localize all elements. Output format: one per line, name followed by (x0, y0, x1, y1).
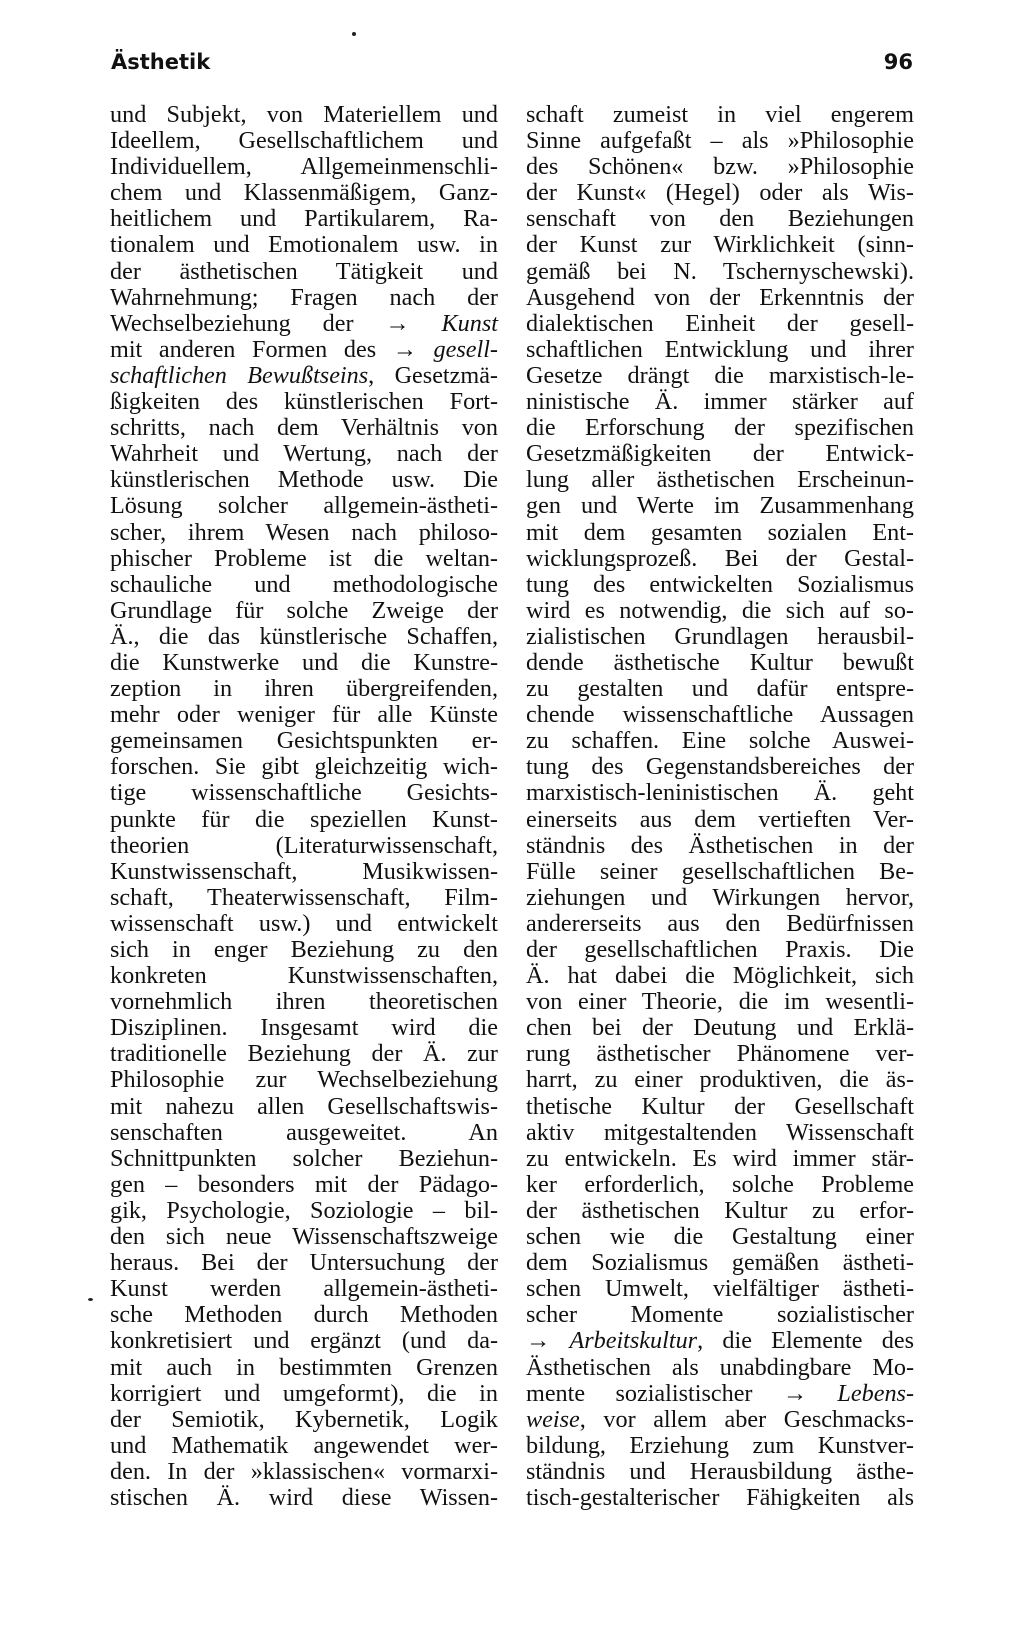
text-line: von einer Theorie, die im wesentli- (526, 988, 914, 1016)
text-line: der Kunst« (Hegel) oder als Wis- (526, 179, 914, 207)
text-line-cross-ref-gesell: mit anderen Formen des → gesell- (110, 335, 498, 363)
text-line: Grundlage für solche Zweige der (110, 596, 498, 624)
text-line: schritts, nach dem Verhältnis von (110, 414, 498, 442)
text-line: der Kunst zur Wirklichkeit (sinn- (526, 231, 914, 259)
text-line: bildung, Erziehung zum Kunstver- (526, 1431, 914, 1459)
text-line: schen Umwelt, vielfältiger ästheti- (526, 1275, 914, 1303)
text-line: Ä., die das künstlerische Schaffen, (110, 622, 498, 650)
text-line: schaft, Theaterwissenschaft, Film- (110, 883, 498, 911)
text-line: Lösung solcher allgemein-ästheti- (110, 492, 498, 520)
text-line: einerseits aus dem vertieften Ver- (526, 805, 914, 833)
text-line: gemäß bei N. Tschernyschewski). (526, 257, 914, 285)
text-line: gemeinsamen Gesichtspunkten er- (110, 727, 498, 755)
text-line: Philosophie zur Wechselbeziehung (110, 1066, 498, 1094)
text-line: und Subjekt, von Materiellem und (110, 101, 498, 128)
text-line: Sinne aufgefaßt – als »Philosophie (526, 127, 914, 155)
text-line: tionalem und Emotionalem usw. in (110, 231, 498, 259)
text-line: ßigkeiten des künstlerischen Fort- (110, 388, 498, 416)
text-line: Gesetze drängt die marxistisch-le- (526, 361, 914, 389)
text-line: Kunst werden allgemein-ästheti- (110, 1275, 498, 1303)
text-line-cross-ref-arbeitskultur: → Arbeitskultur, die Elemente des (526, 1327, 914, 1355)
text-line: senschaft von den Beziehungen (526, 205, 914, 233)
text-line: theorien (Literaturwissenschaft, (110, 831, 498, 859)
text-line: tung des Gegenstandsbereiches der (526, 753, 914, 781)
text-line: zu gestalten und dafür entspre- (526, 675, 914, 703)
text-line: ninistische Ä. immer stärker auf (526, 388, 914, 416)
text-line: den. In der »klassischen« vormarxi- (110, 1457, 498, 1485)
text-line: Kunstwissenschaft, Musikwissen- (110, 857, 498, 885)
text-line: scher Momente sozialistischer (526, 1301, 914, 1329)
text-line: des Schönen« bzw. »Philosophie (526, 153, 914, 181)
text-line: mehr oder weniger für alle Künste (110, 701, 498, 729)
text-line-cross-ref-gesell-cont: schaftlichen Bewußtseins, Gesetzmä- (110, 361, 498, 389)
text-line: sich in enger Beziehung zu den (110, 936, 498, 963)
text-line-cross-ref-kunst: Wechselbeziehung der → Kunst (110, 309, 498, 337)
text-line: tung des entwickelten Sozialismus (526, 570, 914, 598)
text-line: phischer Probleme ist die weltan- (110, 544, 498, 572)
text-line: ständnis des Ästhetischen in der (526, 831, 914, 859)
text-line: ständnis und Herausbildung ästhe- (526, 1457, 914, 1485)
text-line: konkretisiert und ergänzt (und da- (110, 1327, 498, 1355)
text-line: wicklungsprozeß. Bei der Gestal- (526, 544, 914, 572)
text-line: tige wissenschaftliche Gesichts- (110, 779, 498, 807)
text-line: traditionelle Beziehung der Ä. zur (110, 1040, 498, 1068)
text-line: sche Methoden durch Methoden (110, 1301, 498, 1329)
cross-ref-gesellschaftliches-bewusstsein-part2: schaftlichen Bewußtseins (110, 361, 369, 389)
text-line: aktiv mitgestaltenden Wissenschaft (526, 1118, 914, 1146)
text-line: mit dem gesamten sozialen Ent- (526, 518, 914, 546)
cross-ref-lebensweise-part2: weise (526, 1405, 580, 1433)
text-line: zialistischen Grundlagen herausbil- (526, 622, 914, 650)
text-line: Gesetzmäßigkeiten der Entwick- (526, 440, 914, 468)
text-line: gen – besonders mit der Pädago- (110, 1170, 498, 1198)
cross-ref-kunst: Kunst (441, 309, 498, 337)
cross-ref-arbeitskultur: Arbeitskultur (569, 1327, 698, 1355)
text-line: Individuellem, Allgemeinmenschli- (110, 153, 498, 181)
running-header (111, 50, 913, 86)
text-line: chende wissenschaftliche Aussagen (526, 701, 914, 729)
text-line: wissenschaft usw.) und entwickelt (110, 909, 498, 937)
text-line: schauliche und methodologische (110, 570, 498, 598)
left-column (110, 102, 498, 1511)
text-line: schaft zumeist in viel engerem (526, 101, 914, 128)
text-line: mit auch in bestimmten Grenzen (110, 1353, 498, 1381)
text-line: lung aller ästhetischen Erscheinun- (526, 466, 914, 494)
text-line: ker erforderlich, solche Probleme (526, 1170, 914, 1198)
text-line: harrt, zu einer produktiven, die äs- (526, 1066, 914, 1094)
text-line: dialektischen Einheit der gesell- (526, 309, 914, 337)
text-line: Wahrheit und Wertung, nach der (110, 440, 498, 468)
text-line: schaftlichen Entwicklung und ihrer (526, 335, 914, 363)
text-line: ziehungen und Wirkungen hervor, (526, 883, 914, 911)
text-line: wird es notwendig, die sich auf so- (526, 596, 914, 624)
text-line: heitlichem und Partikularem, Ra- (110, 205, 498, 233)
text-line: mit nahezu allen Gesellschaftswis- (110, 1092, 498, 1120)
text-line: Ästhetischen als unabdingbare Mo- (526, 1353, 914, 1381)
text-line: chen bei der Deutung und Erklä- (526, 1014, 914, 1042)
text-line: gen und Werte im Zusammenhang (526, 492, 914, 520)
text-line: chem und Klassenmäßigem, Ganz- (110, 179, 498, 207)
text-line: schen wie die Gestaltung einer (526, 1223, 914, 1251)
page-number: 96 (883, 50, 913, 74)
scan-speck (88, 1298, 93, 1301)
text-line: Fülle seiner gesellschaftlichen Be- (526, 857, 914, 885)
text-line: der ästhetischen Kultur zu erfor- (526, 1196, 914, 1224)
text-line: dende ästhetische Kultur bewußt (526, 648, 914, 676)
text-line: Wahrnehmung; Fragen nach der (110, 283, 498, 311)
text-line-cross-ref-lebensweise-cont: weise, vor allem aber Geschmacks- (526, 1405, 914, 1433)
text-line: den sich neue Wissenschaftszweige (110, 1223, 498, 1251)
text-line: zu entwickeln. Es wird immer stär- (526, 1144, 914, 1172)
text-line: korrigiert und umgeformt), die in (110, 1379, 498, 1407)
text-line: stischen Ä. wird diese Wissen- (110, 1483, 498, 1511)
text-line: zu schaffen. Eine solche Auswei- (526, 727, 914, 755)
text-line: marxistisch-leninistischen Ä. geht (526, 779, 914, 807)
text-line: tisch-gestalterischer Fähigkeiten als (526, 1483, 914, 1511)
text-line: punkte für die speziellen Kunst- (110, 805, 498, 833)
text-line: andererseits aus den Bedürfnissen (526, 909, 914, 937)
text-line: der Semiotik, Kybernetik, Logik (110, 1405, 498, 1433)
right-column (526, 102, 914, 1511)
text-line: dem Sozialismus gemäßen ästheti- (526, 1249, 914, 1277)
text-line: Disziplinen. Insgesamt wird die (110, 1014, 498, 1042)
text-line: Ideellem, Gesellschaftlichem und (110, 127, 498, 155)
header-keyword: Ästhetik (111, 50, 211, 74)
text-line: Schnittpunkten solcher Beziehun- (110, 1144, 498, 1172)
text-line: zeption in ihren übergreifenden, (110, 675, 498, 703)
text-line: vornehmlich ihren theoretischen (110, 988, 498, 1016)
text-line: der gesellschaftlichen Praxis. Die (526, 936, 914, 963)
text-line: künstlerischen Methode usw. Die (110, 466, 498, 494)
text-line: senschaften ausgeweitet. An (110, 1118, 498, 1146)
cross-ref-gesellschaftliches-bewusstsein-part1: gesell- (433, 335, 498, 363)
text-line: heraus. Bei der Untersuchung der (110, 1249, 498, 1277)
text-line-cross-ref-lebensweise: mente sozialistischer → Lebens- (526, 1379, 914, 1407)
text-line: scher, ihrem Wesen nach philoso- (110, 518, 498, 546)
text-line: gik, Psychologie, Soziologie – bil- (110, 1196, 498, 1224)
text-line: Ausgehend von der Erkenntnis der (526, 283, 914, 311)
cross-ref-lebensweise-part1: Lebens- (837, 1379, 914, 1407)
text-line: die Kunstwerke und die Kunstre- (110, 648, 498, 676)
text-line: konkreten Kunstwissenschaften, (110, 962, 498, 990)
text-line: rung ästhetischer Phänomene ver- (526, 1040, 914, 1068)
text-line: forschen. Sie gibt gleichzeitig wich- (110, 753, 498, 781)
text-line: thetische Kultur der Gesellschaft (526, 1092, 914, 1120)
text-line: Ä. hat dabei die Möglichkeit, sich (526, 962, 914, 990)
text-line: die Erforschung der spezifischen (526, 414, 914, 442)
text-line: und Mathematik angewendet wer- (110, 1431, 498, 1459)
scan-speck (352, 32, 356, 36)
text-line: der ästhetischen Tätigkeit und (110, 257, 498, 285)
